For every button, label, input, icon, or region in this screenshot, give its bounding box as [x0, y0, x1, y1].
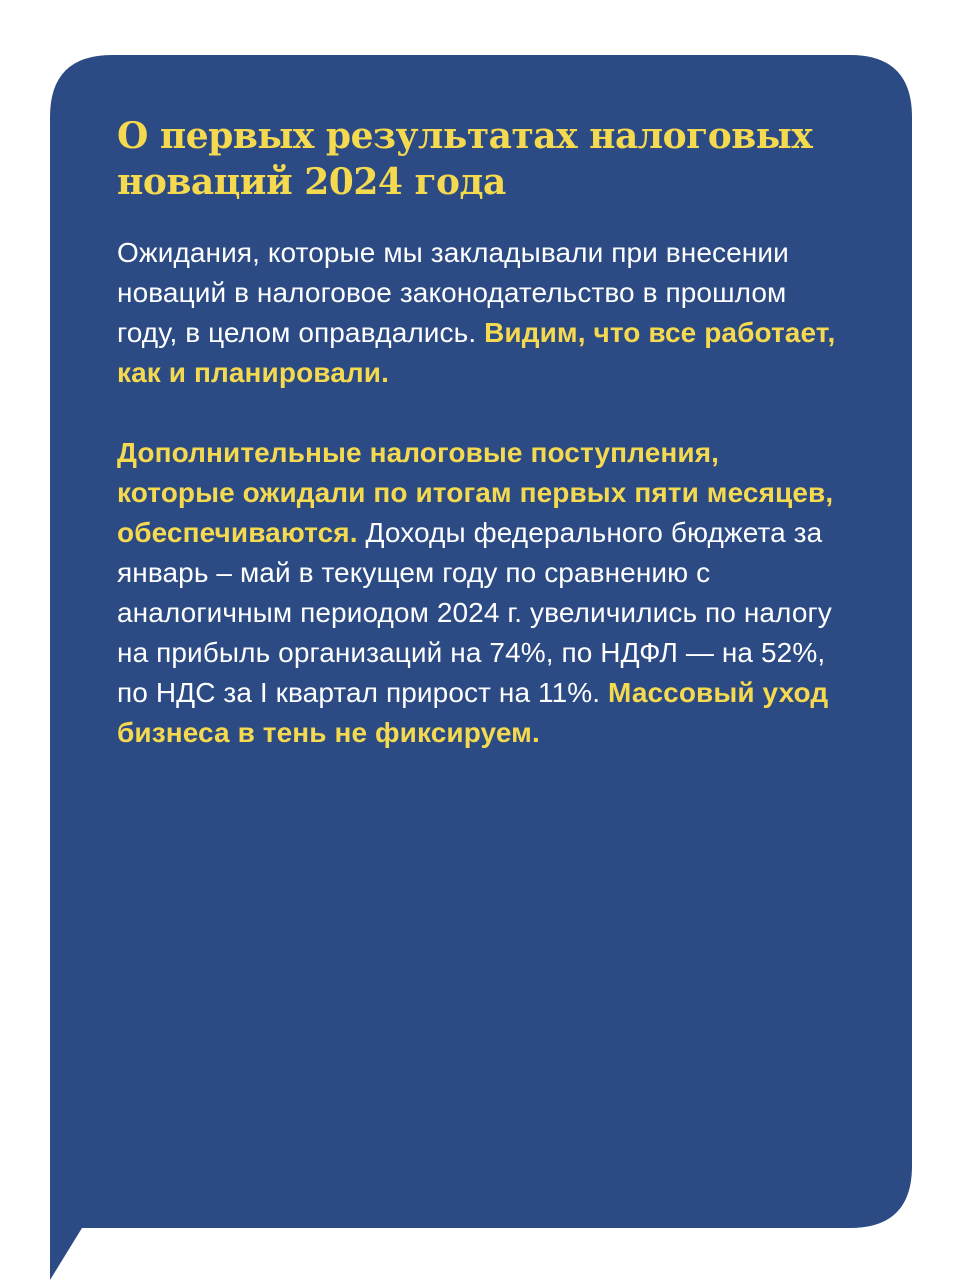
post-title: О первых результатах налоговых новаций 2024 года [117, 115, 813, 203]
paragraph-revenues-highlight-start: Дополнительные налоговые поступления, которые ожидали по итогам первых пяти месяцев, обеспечиваются. [117, 437, 834, 548]
paragraph-expectations-text: Ожидания, которые мы закладывали при внесении новаций в налоговое законодательство в прошлом году, в целом оправдались. [117, 237, 789, 348]
post-content [117, 113, 837, 753]
paragraph-revenues [117, 433, 837, 753]
paragraph-revenues-text: Доходы федерального бюджета за январь – май в текущем году по сравнению с аналогичным периодом 2024 г. увеличились по налогу на прибыль организаций на 74%, по НДФЛ — на 52%, по НДС за I квартал прирост на 11%. [117, 517, 832, 708]
paragraph-expectations-highlight: Видим, что все работает, как и планировали. [117, 317, 836, 388]
paragraph-revenues-highlight-end: Массовый уход бизнеса в тень не фиксируем. [117, 677, 829, 748]
paragraph-expectations [117, 233, 837, 393]
